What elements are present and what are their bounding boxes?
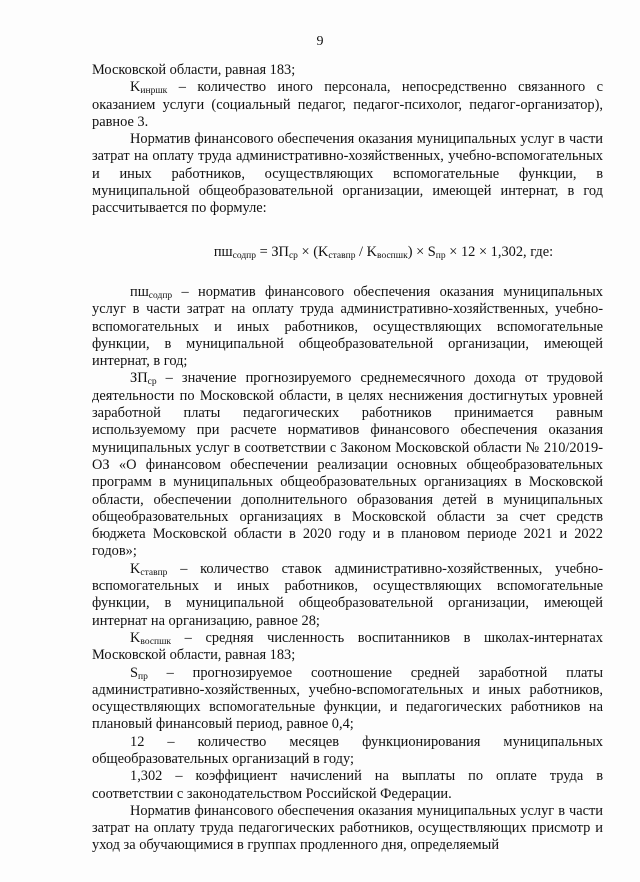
paragraph: Московской области, равная 183; xyxy=(92,62,296,78)
formula-lhs-sub: содпр xyxy=(232,250,257,261)
formula-part: × 12 × 1,302, где: xyxy=(445,243,554,260)
symbol-subscript: ср xyxy=(147,377,157,388)
symbol: K xyxy=(130,560,141,577)
symbol: K xyxy=(130,629,141,646)
document-body xyxy=(92,62,603,855)
paragraph-normative-intro: Норматив финансового обеспечения оказания муниципальных услуг в части затрат на оплату труда административно-хозяйственных, учебно-вспомогательных и иных работников, осуществляющих вспомогательные функции, в муниципальной общеобразовательной организации, имеющей интернат, в год рассчитывается по формуле: xyxy=(92,131,603,217)
formula-part: = ЗП xyxy=(256,243,289,260)
definition-text: – средняя численность воспитанников в школах-интернатах Московской области, равная 183; xyxy=(92,629,603,664)
formula-sub: пр xyxy=(435,250,446,261)
paragraph-k-stavpr xyxy=(92,561,603,630)
symbol: ЗП xyxy=(130,370,148,387)
symbol: S xyxy=(130,664,139,681)
formula-part: / K xyxy=(355,243,378,260)
paragraph-psh-sodpr xyxy=(92,284,603,370)
symbol-subscript: ставпр xyxy=(140,567,168,578)
symbol: K xyxy=(130,79,141,96)
paragraph-s-pr xyxy=(92,665,603,734)
paragraph-zp-sr xyxy=(92,370,603,560)
formula-sub: ср xyxy=(288,250,298,261)
formula-sub: ставпр xyxy=(328,250,356,261)
definition-text: – норматив финансового обеспечения оказания муниципальных услуг в части затрат на оплату труда административно-хозяйственных, учебно-вспомогательных и иных работников, осуществляющих вспомогательные функции, в муниципальной общеобразовательной организации, имеющей интернат, в год; xyxy=(92,283,603,370)
paragraph-coefficient: 1,302 – коэффициент начислений на выплаты по оплате труда в соответствии с законодательством Российской Федерации. xyxy=(92,768,603,802)
formula-part: × (K xyxy=(297,243,329,260)
formula-part: ) × S xyxy=(407,243,436,260)
formula-sub: воспшк xyxy=(377,250,408,261)
paragraph-normative-gpd: Норматив финансового обеспечения оказания муниципальных услуг в части затрат на оплату труда педагогических работников, осуществляющих присмотр и уход за обучающимися в группах продленного дня, определяемый xyxy=(92,802,603,854)
symbol-subscript: инршк xyxy=(140,86,168,97)
definition-text: – количество ставок административно-хозяйственных, учебно-вспомогательных и иных работников, осуществляющих вспомогательные функции, в муниципальной общеобразовательной организации, имеющей интернат на организацию, равное 28; xyxy=(92,560,603,629)
symbol-subscript: содпр xyxy=(148,290,173,301)
definition-text: – значение прогнозируемого среднемесячного дохода от трудовой деятельности по Московской области, в целях неснижения достигнутых уровней заработной платы педагогических работников принимается равным используемому при расчете нормативов финансового обеспечения оказания муниципальных услуг в соответствии с Законом Московской области № 210/2019-ОЗ «О финансовом обеспечении реализации основных общеобразовательных программ в муниципальных общеобразовательных организациях в Московской области, обеспечении дополнительного образования детей в муниципальных общеобразовательных организациях в Московской области за счет средств бюджета Московской области в 2020 году и в плановом периоде 2021 и 2022 годов»; xyxy=(92,370,603,560)
symbol-subscript: воспшк xyxy=(140,636,172,647)
formula xyxy=(92,244,603,261)
paragraph-k-vosp xyxy=(92,630,603,665)
paragraph-k-inrshk xyxy=(92,79,603,131)
definition-text: – прогнозируемое соотношение средней заработной платы административно-хозяйственных, учебно-вспомогательных и иных работников, осуществляющих вспомогательные функции, и педагогических работников на плановый финансовый период, равное 0,4; xyxy=(92,664,603,733)
symbol-subscript: пр xyxy=(138,671,148,682)
formula-lhs: пш xyxy=(213,243,233,260)
page-number: 9 xyxy=(316,34,324,49)
definition-text: – количество иного персонала, непосредственно связанного с оказанием услуги (социальный педагог, педагог-психолог, педагог-организатор), равное 3. xyxy=(92,79,603,130)
paragraph-12-months: 12 – количество месяцев функционирования муниципальных общеобразовательных организаций в году; xyxy=(92,733,603,767)
symbol: пш xyxy=(130,283,149,300)
